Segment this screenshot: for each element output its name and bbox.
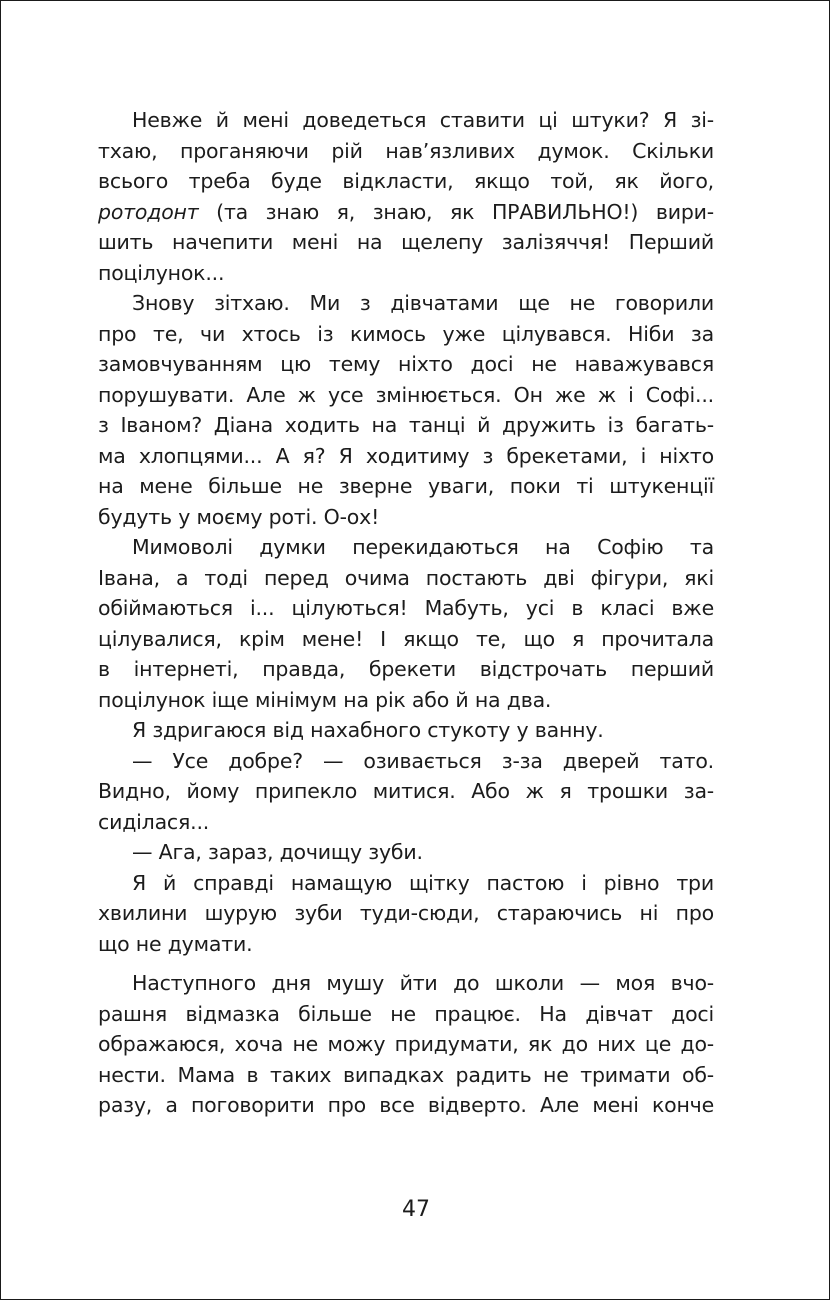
text-line: з Іваном? Діана ходить на танці й дружить із багать- — [98, 413, 714, 437]
text-line-rest: (та знаю я, знаю, як ПРАВИЛЬНО!) вири- — [198, 199, 714, 224]
text-line: нести. Мама в таких випадках радить не тримати об- — [98, 1062, 714, 1087]
paragraph-gap — [98, 959, 714, 968]
body-text — [98, 105, 714, 1121]
text-line: ма хлопцями... А я? Я ходитиму з брекетами, і ніхто — [98, 443, 714, 468]
text-line: що не думати. — [98, 931, 253, 956]
text-line: цілувалися, крім мене! І якщо те, що я прочитала — [98, 626, 714, 651]
text-line: Івана, а тоді перед очима постають дві фігури, які — [98, 565, 714, 590]
text-line: на мене більше не зверне уваги, поки ті штукенції — [98, 474, 714, 498]
text-line: всього треба буде відкласти, якщо той, як його, — [98, 169, 714, 193]
text-line: порушувати. Але ж усе змінюється. Он же ж і Софі... — [98, 382, 714, 407]
page-number: 47 — [402, 1197, 430, 1222]
text-line: Мимоволі думки перекидаються на Софію та — [132, 535, 714, 559]
text-line: Невже й мені доведеться ставити ці штуки? Я зі- — [132, 108, 714, 132]
text-line: сиділася... — [98, 809, 210, 834]
text-line: Знову зітхаю. Ми з дівчатами ще не говорили — [132, 291, 714, 315]
text-line: будуть у моєму роті. О-ох! — [98, 504, 380, 529]
text-line: тхаю, проганяючи рій нав’язливих думок. Скільки — [98, 138, 714, 163]
text-line: хвилини шурую зуби туди-сюди, стараючись ні про — [98, 901, 714, 925]
italic-word: ротодонт — [98, 199, 199, 224]
text-line: про те, чи хтось із кимось уже цілувався. Ніби за — [98, 321, 714, 346]
text-line: — Ага, зараз, дочищу зуби. — [132, 840, 423, 864]
text-line: замовчуванням цю тему ніхто досі не наважувався — [98, 352, 714, 376]
text-line: в інтернеті, правда, брекети відстрочать перший — [98, 657, 714, 681]
text-line: Я й справді намащую щітку пастою і рівно три — [132, 870, 714, 895]
text-line — [98, 197, 714, 228]
text-line: обіймаються і... цілуються! Мабуть, усі в класі вже — [98, 596, 714, 620]
text-line: шить начепити мені на щелепу залізяччя! Перший — [98, 230, 714, 254]
text-line: ображаюся, хоча не можу придумати, як до них це до- — [98, 1032, 714, 1056]
text-line: разу, а поговорити про все відверто. Але мені конче — [98, 1093, 714, 1117]
text-line: поцілунок... — [98, 260, 225, 285]
text-line: поцілунок іще мінімум на рік або й на два. — [98, 687, 552, 712]
text-line: Видно, йому припекло митися. Або ж я трошки за- — [98, 779, 714, 803]
text-line: — Усе добре? — озивається з-за дверей тато. — [132, 748, 714, 773]
text-line: Наступного дня мушу йти до школи — моя вчо- — [132, 971, 714, 995]
text-line: Я здригаюся від нахабного стукоту у ванну. — [132, 718, 604, 742]
text-line: рашня відмазка більше не працює. На дівчат досі — [98, 1001, 714, 1026]
